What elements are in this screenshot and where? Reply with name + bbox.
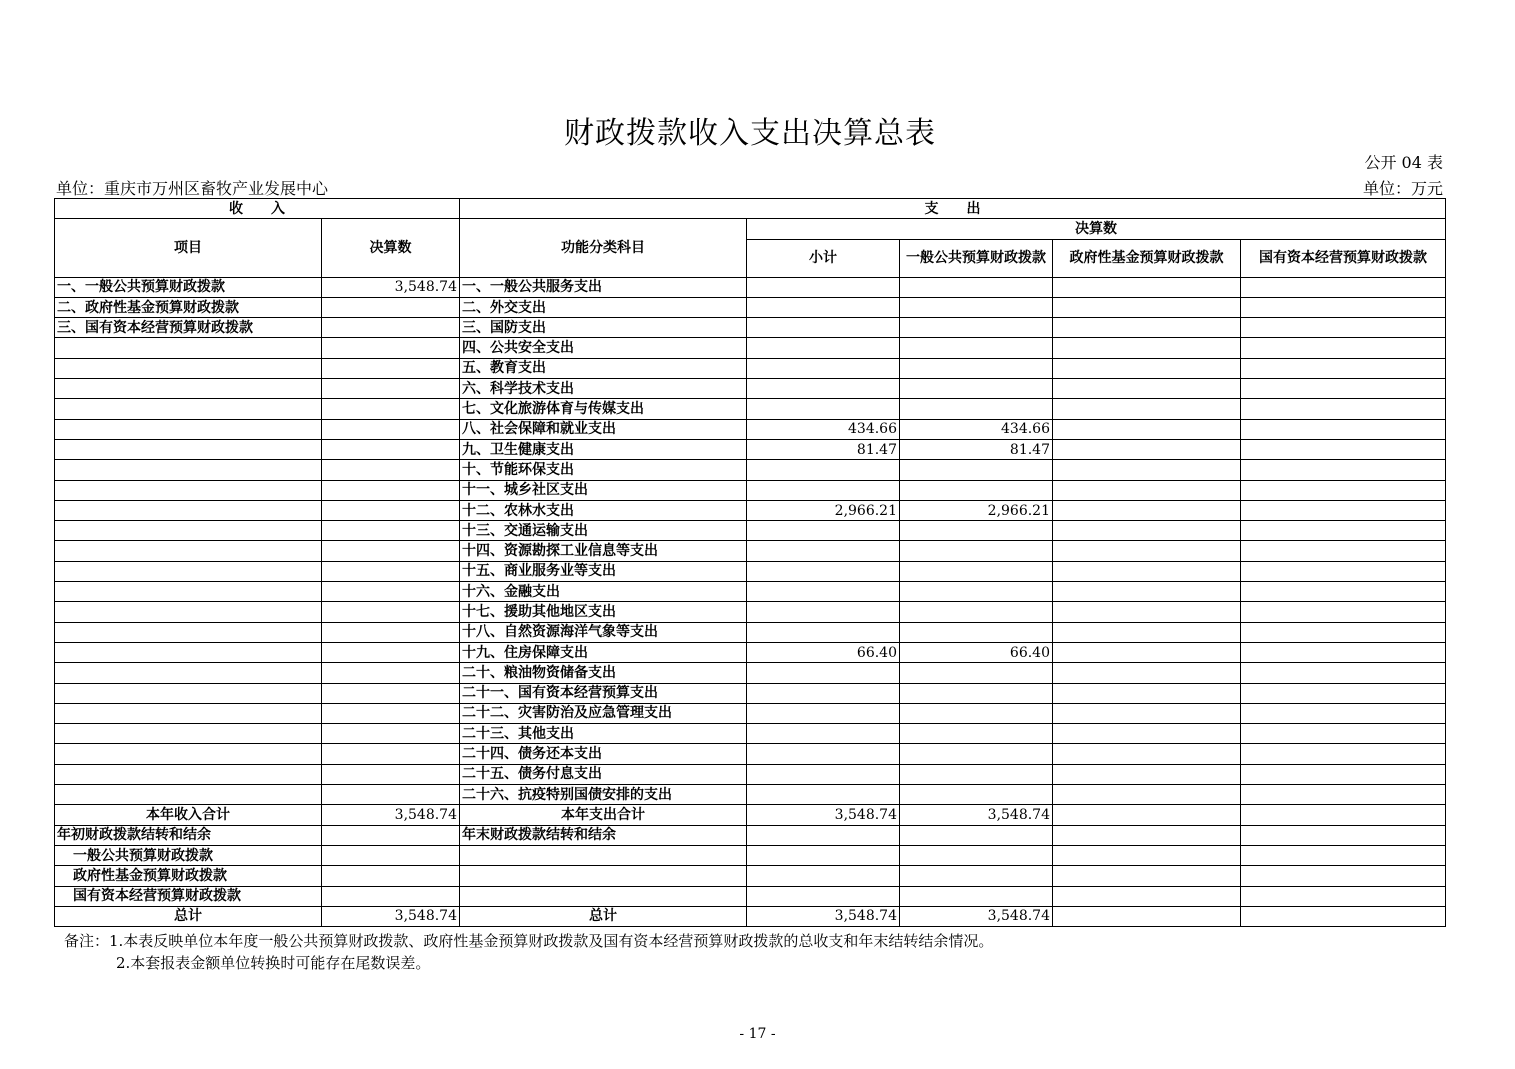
notes <box>64 930 993 974</box>
expense-state-capital <box>1241 602 1446 622</box>
expense-item: 十八、自然资源海洋气象等支出 <box>460 622 747 642</box>
gov-fund-header: 政府性基金预算财政拨款 <box>1053 239 1241 277</box>
expense-gov-fund <box>1053 764 1241 784</box>
income-amount <box>322 724 460 744</box>
expense-general-budget <box>900 460 1053 480</box>
expense-gov-fund <box>1053 521 1241 541</box>
expense-subtotal <box>747 724 900 744</box>
expense-gov-fund <box>1053 724 1241 744</box>
expense-general-budget <box>900 764 1053 784</box>
income-item <box>55 683 322 703</box>
empty-cell <box>322 886 460 906</box>
currency-unit: 单位：万元 <box>1362 179 1443 198</box>
expense-general-budget: 66.40 <box>900 642 1053 662</box>
expense-subtotal <box>747 561 900 581</box>
total-expense-general: 3,548.74 <box>900 805 1053 825</box>
income-amount <box>322 561 460 581</box>
expense-gov-fund <box>1053 703 1241 723</box>
table-row <box>55 642 1446 662</box>
expense-state-capital <box>1241 642 1446 662</box>
expense-gov-fund <box>1053 744 1241 764</box>
income-amount <box>322 622 460 642</box>
expense-subtotal <box>747 582 900 602</box>
empty-cell <box>1241 845 1446 865</box>
reporting-unit: 单位：重庆市万州区畜牧产业发展中心 <box>56 179 329 198</box>
expense-state-capital <box>1241 764 1446 784</box>
income-item <box>55 439 322 459</box>
income-amount <box>322 318 460 338</box>
total-expense-state-capital <box>1241 906 1446 926</box>
expense-subtotal <box>747 379 900 399</box>
expense-gov-fund <box>1053 785 1241 805</box>
expense-general-budget <box>900 480 1053 500</box>
total-income-label: 本年收入合计 <box>55 805 322 825</box>
carryover-begin-label: 年初财政拨款结转和结余 <box>55 825 322 845</box>
total-expense-gov-fund <box>1053 906 1241 926</box>
expense-general-budget <box>900 338 1053 358</box>
expense-general-budget <box>900 683 1053 703</box>
empty-cell <box>1241 866 1446 886</box>
expense-state-capital <box>1241 561 1446 581</box>
expense-state-capital <box>1241 338 1446 358</box>
income-amount <box>322 541 460 561</box>
table-row <box>55 338 1446 358</box>
grand-total-row <box>55 906 1446 926</box>
empty-cell <box>1053 825 1241 845</box>
empty-cell <box>747 886 900 906</box>
expense-item: 七、文化旅游体育与传媒支出 <box>460 399 747 419</box>
expense-subtotal <box>747 399 900 419</box>
table-row <box>55 744 1446 764</box>
income-item <box>55 500 322 520</box>
empty-cell <box>1053 866 1241 886</box>
table-row <box>55 663 1446 683</box>
item-header: 项目 <box>55 219 322 277</box>
expense-general-budget <box>900 399 1053 419</box>
expense-item: 二十二、灾害防治及应急管理支出 <box>460 703 747 723</box>
table-row <box>55 419 1446 439</box>
expense-item: 十九、住房保障支出 <box>460 642 747 662</box>
expense-subtotal <box>747 663 900 683</box>
expense-subtotal <box>747 622 900 642</box>
table-row <box>55 358 1446 378</box>
income-item <box>55 358 322 378</box>
income-amount <box>322 683 460 703</box>
expense-gov-fund <box>1053 419 1241 439</box>
table-row <box>55 724 1446 744</box>
table-row <box>55 764 1446 784</box>
income-amount <box>322 379 460 399</box>
empty-cell <box>900 845 1053 865</box>
income-header: 收 入 <box>55 199 460 219</box>
expense-item: 一、一般公共服务支出 <box>460 277 747 297</box>
total-income-label: 总计 <box>55 906 322 926</box>
expense-item: 四、公共安全支出 <box>460 338 747 358</box>
expense-general-budget: 81.47 <box>900 439 1053 459</box>
expense-item: 十三、交通运输支出 <box>460 521 747 541</box>
income-item <box>55 541 322 561</box>
empty-cell <box>1053 845 1241 865</box>
income-item <box>55 419 322 439</box>
income-item <box>55 663 322 683</box>
income-item <box>55 338 322 358</box>
expense-item: 二十三、其他支出 <box>460 724 747 744</box>
expense-gov-fund <box>1053 297 1241 317</box>
income-item <box>55 602 322 622</box>
expense-item: 二十、粮油物资储备支出 <box>460 663 747 683</box>
expense-state-capital <box>1241 785 1446 805</box>
income-amount <box>322 663 460 683</box>
income-amount <box>322 399 460 419</box>
expense-state-capital <box>1241 358 1446 378</box>
expense-subtotal <box>747 602 900 622</box>
income-amount <box>322 439 460 459</box>
note-line: 2.本套报表金额单位转换时可能存在尾数误差。 <box>116 954 431 972</box>
table-row <box>55 297 1446 317</box>
expense-item: 二十五、债务付息支出 <box>460 764 747 784</box>
income-amount <box>322 338 460 358</box>
expense-general-budget <box>900 521 1053 541</box>
income-item <box>55 744 322 764</box>
expense-general-budget <box>900 358 1053 378</box>
expense-subtotal <box>747 703 900 723</box>
expense-state-capital <box>1241 724 1446 744</box>
expense-subtotal <box>747 541 900 561</box>
income-item <box>55 642 322 662</box>
income-amount <box>322 500 460 520</box>
empty-cell <box>747 825 900 845</box>
carryover-item-row <box>55 845 1446 865</box>
form-number: 公开 04 表 <box>1364 153 1443 172</box>
income-amount <box>322 582 460 602</box>
table-row <box>55 500 1446 520</box>
expense-gov-fund <box>1053 500 1241 520</box>
table-row <box>55 541 1446 561</box>
table-row <box>55 460 1446 480</box>
expense-gov-fund <box>1053 439 1241 459</box>
expense-gov-fund <box>1053 277 1241 297</box>
expense-subtotal <box>747 318 900 338</box>
expense-item: 三、国防支出 <box>460 318 747 338</box>
final-header: 决算数 <box>747 219 1446 239</box>
table-row <box>55 561 1446 581</box>
expense-gov-fund <box>1053 480 1241 500</box>
expense-item: 十一、城乡社区支出 <box>460 480 747 500</box>
expense-subtotal <box>747 358 900 378</box>
income-item <box>55 764 322 784</box>
expense-subtotal <box>747 764 900 784</box>
amount-header: 决算数 <box>322 219 460 277</box>
table-row <box>55 622 1446 642</box>
income-amount <box>322 703 460 723</box>
income-amount <box>322 460 460 480</box>
table-row <box>55 703 1446 723</box>
income-item <box>55 521 322 541</box>
income-item <box>55 460 322 480</box>
note-line: 备注：1.本表反映单位本年度一般公共预算财政拨款、政府性基金预算财政拨款及国有资本经营预算财政拨款的总收支和年末结转结余情况。 <box>64 932 994 950</box>
empty-cell <box>1241 886 1446 906</box>
carryover-item-row <box>55 886 1446 906</box>
expense-state-capital <box>1241 500 1446 520</box>
income-item <box>55 561 322 581</box>
expense-state-capital <box>1241 582 1446 602</box>
expense-item: 十、节能环保支出 <box>460 460 747 480</box>
empty-cell <box>322 825 460 845</box>
income-amount <box>322 419 460 439</box>
expense-item: 二十四、债务还本支出 <box>460 744 747 764</box>
expense-gov-fund <box>1053 460 1241 480</box>
table-row <box>55 785 1446 805</box>
table-row <box>55 521 1446 541</box>
expense-general-budget <box>900 663 1053 683</box>
expense-gov-fund <box>1053 379 1241 399</box>
income-amount <box>322 642 460 662</box>
expense-general-budget: 434.66 <box>900 419 1053 439</box>
expense-state-capital <box>1241 277 1446 297</box>
empty-cell <box>460 886 747 906</box>
expense-state-capital <box>1241 480 1446 500</box>
table-row <box>55 582 1446 602</box>
carryover-item: 一般公共预算财政拨款 <box>55 845 322 865</box>
expense-gov-fund <box>1053 358 1241 378</box>
expense-general-budget <box>900 379 1053 399</box>
total-income-amount: 3,548.74 <box>322 805 460 825</box>
income-amount <box>322 521 460 541</box>
empty-cell <box>322 845 460 865</box>
expense-state-capital <box>1241 622 1446 642</box>
expense-subtotal <box>747 785 900 805</box>
table-row <box>55 379 1446 399</box>
expense-subtotal <box>747 683 900 703</box>
empty-cell <box>460 845 747 865</box>
page-title: 财政拨款收入支出决算总表 <box>564 116 936 151</box>
expense-item: 十二、农林水支出 <box>460 500 747 520</box>
income-item <box>55 379 322 399</box>
expense-gov-fund <box>1053 582 1241 602</box>
expense-general-budget <box>900 541 1053 561</box>
func-class-header: 功能分类科目 <box>460 219 747 277</box>
total-income-amount: 3,548.74 <box>322 906 460 926</box>
total-expense-subtotal: 3,548.74 <box>747 906 900 926</box>
empty-cell <box>900 866 1053 886</box>
expense-state-capital <box>1241 683 1446 703</box>
income-amount <box>322 785 460 805</box>
expense-item: 十四、资源勘探工业信息等支出 <box>460 541 747 561</box>
empty-cell <box>1241 825 1446 845</box>
expense-gov-fund <box>1053 541 1241 561</box>
expense-subtotal: 2,966.21 <box>747 500 900 520</box>
income-amount <box>322 358 460 378</box>
expense-state-capital <box>1241 744 1446 764</box>
expense-item: 十五、商业服务业等支出 <box>460 561 747 581</box>
income-item <box>55 724 322 744</box>
expense-gov-fund <box>1053 663 1241 683</box>
income-item: 一、一般公共预算财政拨款 <box>55 277 322 297</box>
state-capital-header: 国有资本经营预算财政拨款 <box>1241 239 1446 277</box>
expense-state-capital <box>1241 399 1446 419</box>
expense-gov-fund <box>1053 622 1241 642</box>
expense-item: 二、外交支出 <box>460 297 747 317</box>
empty-cell <box>322 866 460 886</box>
income-amount <box>322 764 460 784</box>
expense-state-capital <box>1241 703 1446 723</box>
table-row <box>55 318 1446 338</box>
expense-state-capital <box>1241 419 1446 439</box>
table-row <box>55 602 1446 622</box>
table-row <box>55 480 1446 500</box>
income-item: 二、政府性基金预算财政拨款 <box>55 297 322 317</box>
expense-gov-fund <box>1053 338 1241 358</box>
total-expense-state-capital <box>1241 805 1446 825</box>
empty-cell <box>900 825 1053 845</box>
expense-item: 八、社会保障和就业支出 <box>460 419 747 439</box>
expense-item: 二十六、抗疫特别国债安排的支出 <box>460 785 747 805</box>
expense-general-budget <box>900 318 1053 338</box>
expense-state-capital <box>1241 297 1446 317</box>
expense-item: 九、卫生健康支出 <box>460 439 747 459</box>
expense-header: 支 出 <box>460 199 1446 219</box>
expense-subtotal <box>747 480 900 500</box>
expense-item: 十七、援助其他地区支出 <box>460 602 747 622</box>
expense-state-capital <box>1241 379 1446 399</box>
expense-item: 五、教育支出 <box>460 358 747 378</box>
expense-state-capital <box>1241 541 1446 561</box>
budget-summary-table <box>54 198 1446 927</box>
expense-general-budget <box>900 744 1053 764</box>
carryover-row <box>55 825 1446 845</box>
carryover-item: 政府性基金预算财政拨款 <box>55 866 322 886</box>
income-item <box>55 480 322 500</box>
expense-gov-fund <box>1053 602 1241 622</box>
expense-general-budget <box>900 561 1053 581</box>
expense-gov-fund <box>1053 399 1241 419</box>
year-total-row <box>55 805 1446 825</box>
general-budget-header: 一般公共预算财政拨款 <box>900 239 1053 277</box>
expense-general-budget <box>900 622 1053 642</box>
expense-subtotal <box>747 521 900 541</box>
expense-gov-fund <box>1053 683 1241 703</box>
header-row-2 <box>55 219 1446 239</box>
carryover-item: 国有资本经营预算财政拨款 <box>55 886 322 906</box>
expense-subtotal: 434.66 <box>747 419 900 439</box>
expense-general-budget <box>900 602 1053 622</box>
expense-subtotal <box>747 297 900 317</box>
income-item: 三、国有资本经营预算财政拨款 <box>55 318 322 338</box>
total-expense-gov-fund <box>1053 805 1241 825</box>
table-row <box>55 277 1446 297</box>
table-row <box>55 439 1446 459</box>
total-expense-label: 总计 <box>460 906 747 926</box>
carryover-item-row <box>55 866 1446 886</box>
total-expense-label: 本年支出合计 <box>460 805 747 825</box>
expense-item: 六、科学技术支出 <box>460 379 747 399</box>
expense-state-capital <box>1241 663 1446 683</box>
expense-general-budget <box>900 785 1053 805</box>
income-item <box>55 622 322 642</box>
income-amount <box>322 744 460 764</box>
carryover-end-label: 年末财政拨款结转和结余 <box>460 825 747 845</box>
income-amount <box>322 297 460 317</box>
table-row <box>55 399 1446 419</box>
empty-cell <box>747 866 900 886</box>
expense-general-budget <box>900 703 1053 723</box>
income-item <box>55 582 322 602</box>
expense-subtotal <box>747 460 900 480</box>
empty-cell <box>900 886 1053 906</box>
income-item <box>55 399 322 419</box>
header-row-1 <box>55 199 1446 219</box>
expense-general-budget <box>900 277 1053 297</box>
expense-subtotal <box>747 744 900 764</box>
expense-general-budget <box>900 297 1053 317</box>
income-item <box>55 703 322 723</box>
page-number: - 17 - <box>739 1026 776 1042</box>
subtotal-header: 小计 <box>747 239 900 277</box>
expense-gov-fund <box>1053 318 1241 338</box>
income-amount <box>322 480 460 500</box>
expense-state-capital <box>1241 318 1446 338</box>
expense-state-capital <box>1241 521 1446 541</box>
expense-subtotal: 81.47 <box>747 439 900 459</box>
expense-general-budget <box>900 582 1053 602</box>
total-expense-general: 3,548.74 <box>900 906 1053 926</box>
empty-cell <box>747 845 900 865</box>
income-amount <box>322 602 460 622</box>
income-amount: 3,548.74 <box>322 277 460 297</box>
expense-item: 十六、金融支出 <box>460 582 747 602</box>
expense-subtotal <box>747 277 900 297</box>
income-item <box>55 785 322 805</box>
expense-general-budget: 2,966.21 <box>900 500 1053 520</box>
empty-cell <box>460 866 747 886</box>
expense-general-budget <box>900 724 1053 744</box>
expense-state-capital <box>1241 439 1446 459</box>
expense-item: 二十一、国有资本经营预算支出 <box>460 683 747 703</box>
expense-gov-fund <box>1053 642 1241 662</box>
empty-cell <box>1053 886 1241 906</box>
total-expense-subtotal: 3,548.74 <box>747 805 900 825</box>
expense-state-capital <box>1241 460 1446 480</box>
expense-gov-fund <box>1053 561 1241 581</box>
expense-subtotal: 66.40 <box>747 642 900 662</box>
expense-subtotal <box>747 338 900 358</box>
table-row <box>55 683 1446 703</box>
